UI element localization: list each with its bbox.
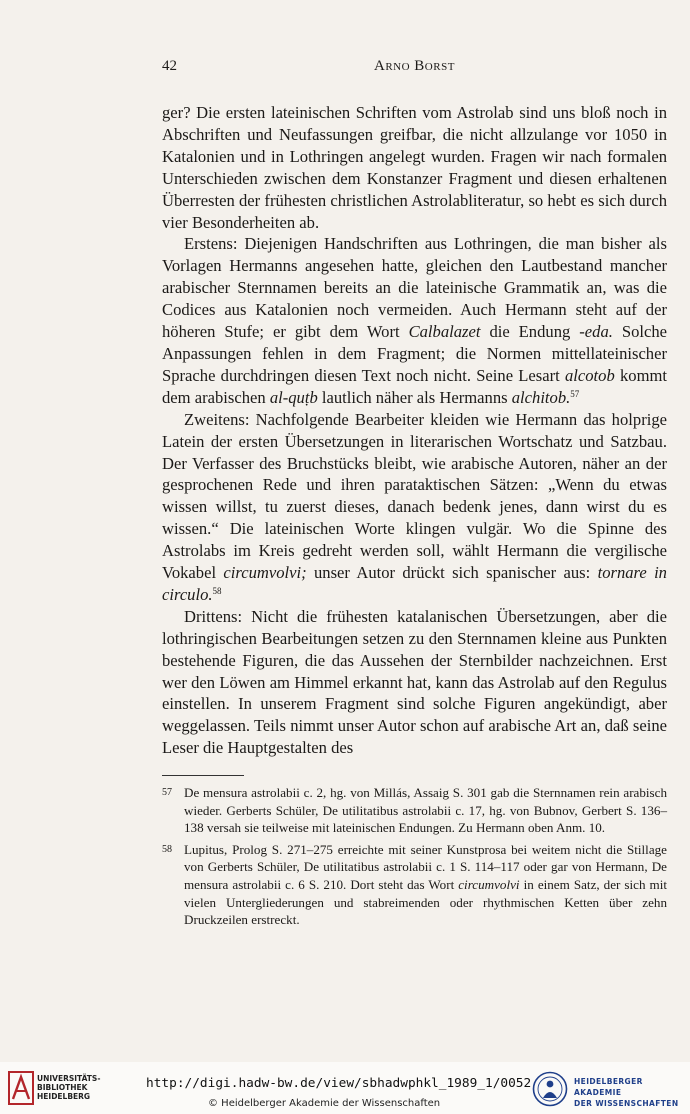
footnotes	[162, 784, 667, 933]
footnote	[162, 841, 667, 929]
page-header	[162, 58, 667, 80]
italic-term: alcotob	[564, 365, 615, 385]
text-run: in einem Satz, der sich mit vielen Untergliederungen und stabreimenden oder rhythmischen Ketten über zehn Druckzeilen erstreckt.	[184, 876, 667, 928]
footnote-ref[interactable]: 57	[570, 388, 580, 399]
academy-name: HEIDELBERGER AKADEMIE DER WISSENSCHAFTEN	[574, 1077, 679, 1108]
italic-term: Calbalazet	[408, 322, 481, 342]
text-run: Solche Anpassungen fehlen in dem Fragment; die Normen mittellateinischer Sprache durchdringen diesen Text noch nicht. Seine Lesart	[162, 322, 668, 385]
italic-term: al-quṭb	[269, 387, 318, 407]
footnote-divider	[162, 775, 244, 776]
paragraph-3	[162, 409, 667, 606]
paragraph-4: Drittens: Nicht die frühesten katalanischen Übersetzungen, aber die lothringischen Bearbeitungen setzen zu den Sternnamen kleine aus Punkten bestehende Figuren, die das Aussehen der Sternbilder nachzeichnen. Erst wer den Löwen am Himmel erkannt hat, kann das Astrolab auf den Regulus einstellen. In unserem Fragment sind solche Figuren angekündigt, aber weggelassen. Teils nimmt unser Autor schon auf arabische Art an, daß seine Leser die Hauptgestalten des	[162, 606, 667, 758]
footnote-ref[interactable]: 58	[212, 585, 222, 596]
text-run: lautlich näher als Hermanns	[317, 387, 512, 407]
text-run: kommt dem arabischen	[162, 365, 667, 407]
footnote-number: 58	[162, 843, 172, 855]
footer-bar	[0, 1062, 690, 1114]
italic-term: circumvolvi;	[223, 563, 307, 583]
text-run: unser Autor drückt sich spanischer aus:	[306, 563, 598, 583]
footnote-text: De mensura astrolabii c. 2, hg. von Millás, Assaig S. 301 gab die Sternnamen rein arabisch wieder. Gerberts Schüler, De utilitatibus astrolabii c. 17, hg. von Bubnov, Gerbert S. 136–138 versah sie teilweise mit lateinischen Endungen. Zu Hermann oben Anm. 10.	[184, 785, 667, 836]
footnote-text	[184, 842, 667, 927]
text-run: Erstens: Diejenigen Handschriften aus Lothringen, die man bisher als Vorlagen Hermanns angesehen hatte, gleichen den Lautbestand mancher arabischer Sternnamen bereits an die lateinische Grammatik an, was die Codices aus Katalonien noch vermeiden. Auch Hermann steht auf der höheren Stufe; er gibt dem Wort	[162, 234, 667, 342]
page-number: 42	[162, 58, 177, 74]
permalink-url[interactable]: http://digi.hadw-bw.de/view/sbhadwphkl_1989_1/0052	[146, 1076, 532, 1091]
paragraph-1: ger? Die ersten lateinischen Schriften vom Astrolab sind uns bloß noch in Abschriften und Neufassungen greifbar, die nicht allzulange vor 1050 in Katalonien und in Lothringen angelegt wurden. Fragen wir nach formalen Unterschieden zwischen dem Konstanzer Fragment und diesen erhaltenen Überresten der frühesten christlichen Astrolabliteratur, so hebt es sich durch vier Besonderheiten ab.	[162, 103, 667, 232]
university-library-logo-icon[interactable]	[8, 1071, 34, 1109]
footnote-number: 57	[162, 787, 172, 798]
university-library-name: UNIVERSITÄTS- BIBLIOTHEK HEIDELBERG	[37, 1074, 101, 1101]
italic-term: alchitob.	[511, 387, 571, 407]
copyright-notice: © Heidelberger Akademie der Wissenschaften	[208, 1098, 441, 1109]
paragraph-2	[162, 233, 667, 408]
italic-term: tornare in circulo.	[162, 563, 667, 604]
text-run: Zweitens: Nachfolgende Bearbeiter kleiden wie Hermann das holprige Latein der ersten Übersetzungen in literarischen Wortschatz und Satzbau. Der Verfasser des Bruchstücks bleibt, wie arabische Autoren, näher an der gesprochenen Rede und ihren parataktischen Sätzen: „Wenn du etwas wissen willst, tu zuerst dieses, danach bedenk jenes, dann wirst du es wissen.“ Die lateinischen Worte klingen vulgär. Wo die Spinne des Astrolabs im Kreis gedreht werden soll, wählt Hermann die vergilische Vokabel	[162, 409, 667, 583]
academy-seal-icon[interactable]	[532, 1071, 568, 1111]
italic-term: -eda.	[579, 322, 613, 342]
text-run: Lupitus, Prolog S. 271–275 erreichte mit seiner Kunstprosa bei weitem nicht die Stillage von Gerberts Schüler, De utilitatibus astrolabii c. 1 S. 114–117 oder gar von Hermann, De mensura astrolabii c. 6 S. 210. Dort steht das Wort	[184, 841, 667, 892]
text-run: die Endung	[480, 322, 580, 342]
italic-term: circumvolvi	[458, 876, 520, 892]
footnote	[162, 784, 667, 837]
running-head: Arno Borst	[374, 58, 455, 74]
body-text	[162, 102, 667, 759]
